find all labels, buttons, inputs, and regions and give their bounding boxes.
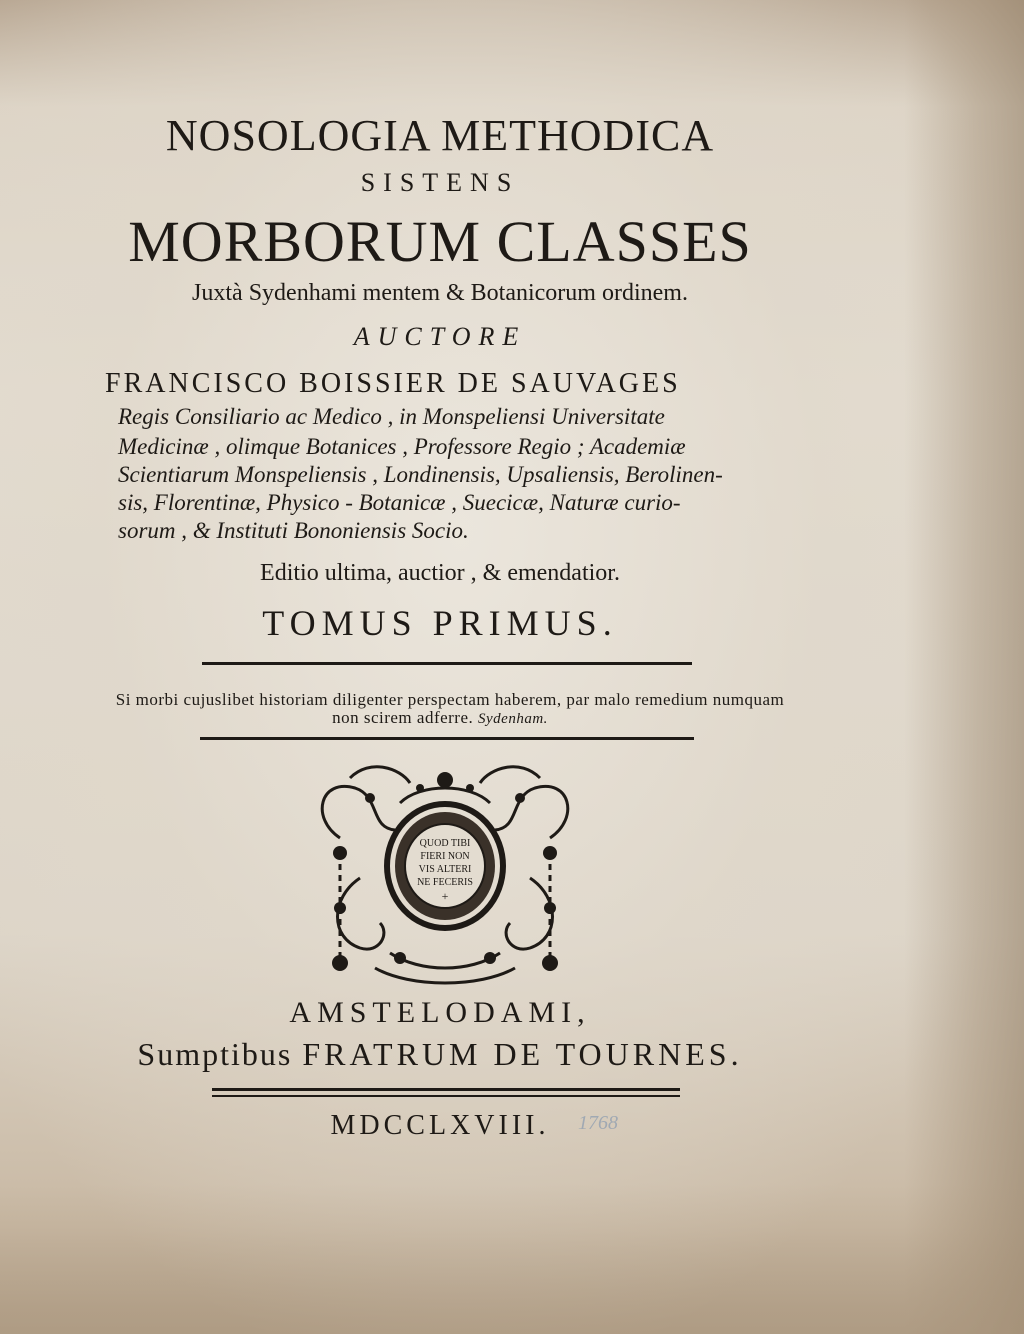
author-credentials-line: Regis Consiliario ac Medico , in Monspeliensi Universitate: [118, 404, 665, 429]
author-credentials-line: Scientiarum Monspeliensis , Londinensis, Upsaliensis, Berolinen-: [118, 462, 723, 487]
author-name: FRANCISCO BOISSIER DE SAUVAGES: [105, 368, 681, 399]
ornament-inscription-line: VIS ALTERI: [418, 864, 472, 875]
divider-rule: [200, 737, 694, 740]
divider-rule: [212, 1095, 680, 1097]
title-line-3: MORBORUM CLASSES: [128, 209, 752, 274]
author-label: AUCTORE: [353, 322, 527, 351]
imprint-city: AMSTELODAMI,: [289, 996, 591, 1029]
divider-rule: [212, 1088, 680, 1091]
motto-line-2: [0, 708, 880, 728]
imprint-year: MDCCLXVIII.: [330, 1110, 550, 1141]
author-credentials-line: sis, Florentinæ, Physico - Botanicæ , Suecicæ, Naturæ curio-: [118, 490, 681, 515]
svg-text:+: +: [441, 889, 449, 903]
printers-device-icon: [300, 758, 590, 988]
title-line-2: SISTENS: [360, 168, 520, 197]
edition-statement: Editio ultima, auctior , & emendatior.: [260, 560, 620, 586]
ornament-inscription-line: FIERI NON: [420, 851, 470, 862]
ornament-inscription-line: NE FECERIS: [417, 877, 473, 888]
motto-source: Sydenham.: [478, 711, 548, 727]
author-credentials-line: Medicinæ , olimque Botanices , Professore Regio ; Academiæ: [118, 434, 686, 459]
motto-line-2-text: non scirem adferre.: [332, 708, 474, 727]
divider-rule: [202, 662, 692, 665]
ornament-inscription-line: QUOD TIBI: [419, 838, 471, 849]
author-credentials-line: sorum , & Instituti Bononiensis Socio.: [118, 518, 469, 543]
publisher-prefix: Sumptibus: [137, 1036, 293, 1072]
subtitle: Juxtà Sydenhami mentem & Botanicorum ordinem.: [192, 280, 688, 306]
pencil-annotation: 1768: [578, 1112, 618, 1134]
title-line-1: NOSOLOGIA METHODICA: [165, 111, 715, 160]
motto-line-1: Si morbi cujuslibet historiam diligenter perspectam haberem, par malo remedium numquam: [115, 690, 785, 709]
publisher-name: FRATRUM DE TOURNES.: [302, 1036, 743, 1072]
volume-label: TOMUS PRIMUS.: [262, 603, 618, 643]
imprint-publisher: [0, 1036, 880, 1073]
